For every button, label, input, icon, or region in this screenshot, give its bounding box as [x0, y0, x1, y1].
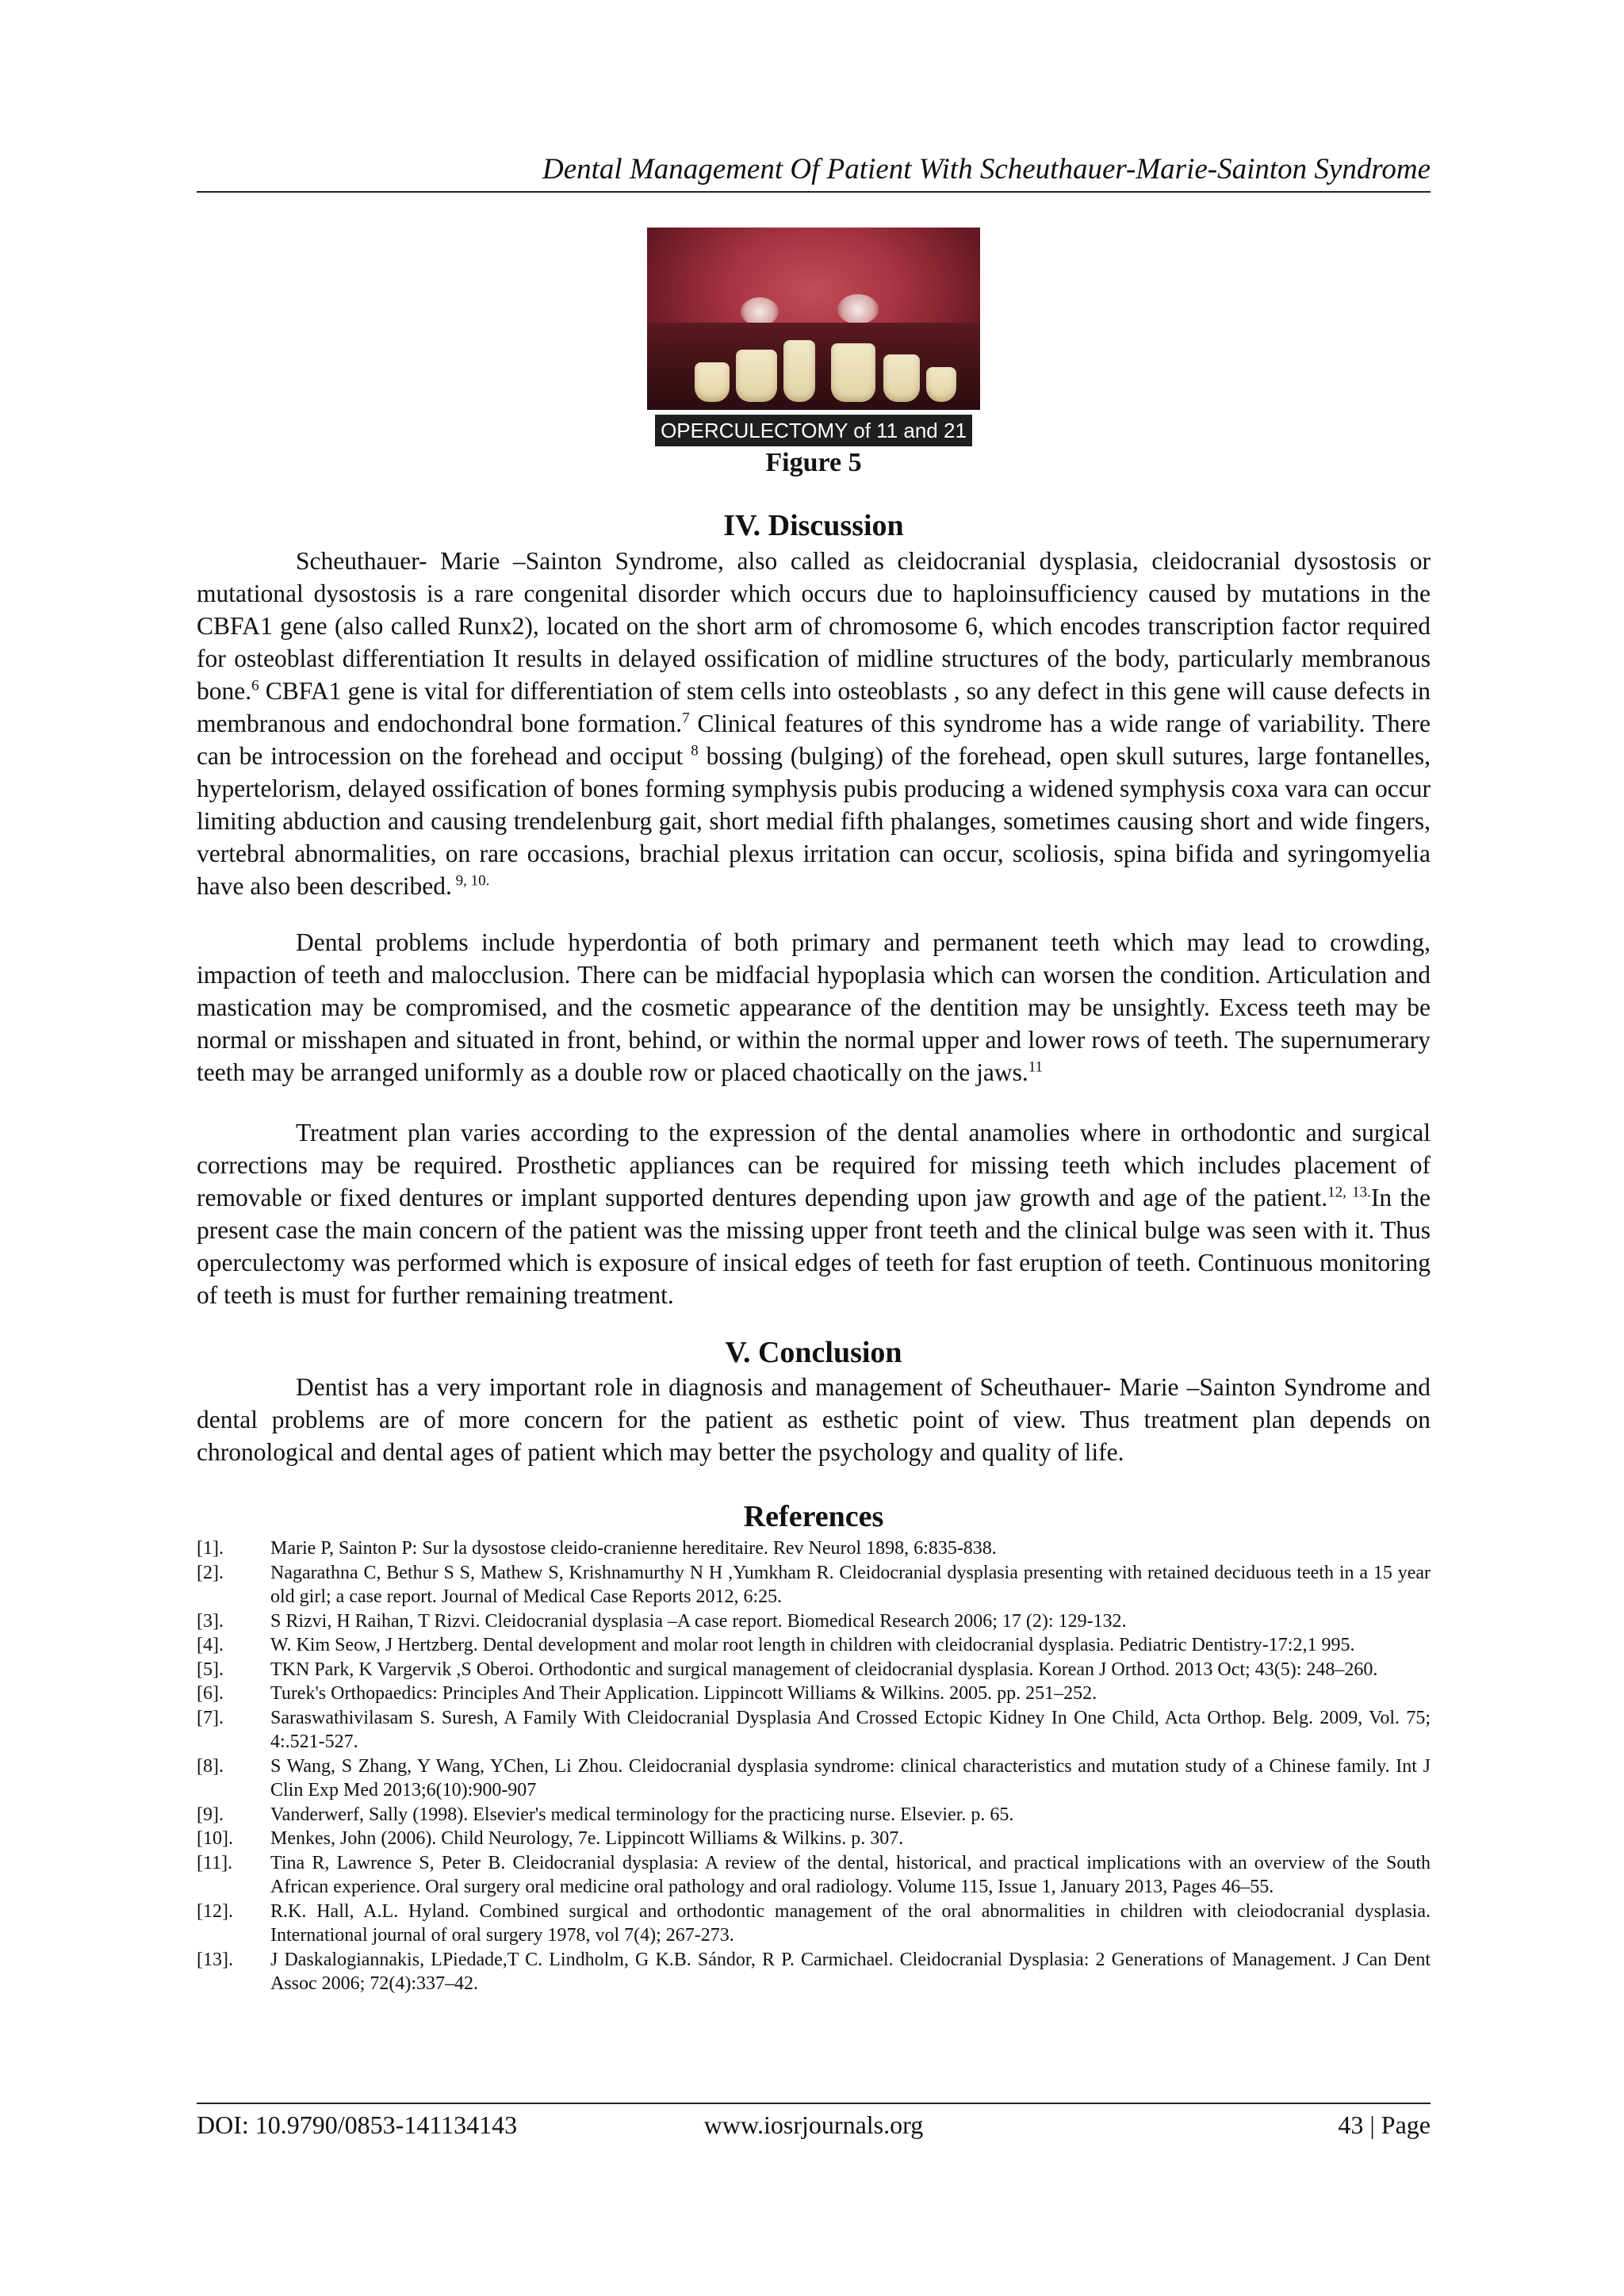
doi: DOI: 10.9790/0853-141134143 — [197, 2110, 518, 2139]
reference-list — [197, 1536, 1431, 1996]
tooth — [883, 354, 920, 402]
page-number: 43 | Page — [1338, 2110, 1431, 2139]
citation: 11 — [1028, 1058, 1044, 1076]
text: Scheuthauer- Marie –Sainton Syndrome, also called as cleidocranial dysplasia, cleidocranial dysostosis or mutational dysostosis is a rare congenital disorder which occurs due to haploinsufficiency caused by mutations in the CBFA1 gene (also called Runx2), located on the short arm of chromosome 6, which encodes transcription factor required for osteoblast differentiation It results in delayed ossification of midline structures of the body, particularly membranous bone. — [197, 547, 1431, 705]
reference-text: Nagarathna C, Bethur S S, Mathew S, Krishnamurthy N H ,Yumkham R. Cleidocranial dysplasia presenting with retained deciduous teeth in a 15 year old girl; a case report. Journal of Medical Case Reports 2012, 6:25. — [270, 1562, 1431, 1607]
reference-number: [12]. — [197, 1900, 233, 1922]
tooth — [926, 367, 956, 402]
reference-item — [197, 1561, 1431, 1609]
reference-item — [197, 1536, 1431, 1561]
reference-text: J Daskalogiannakis, LPiedade,T C. Lindholm, G K.B. Sándor, R P. Carmichael. Cleidocranial Dysplasia: 2 Generations of Management. J Can Dent Assoc 2006; 72(4):337–42. — [270, 1949, 1431, 1994]
reference-item — [197, 1658, 1431, 1682]
reference-number: [11]. — [197, 1852, 233, 1873]
reference-number: [5]. — [197, 1659, 224, 1680]
citation: 7 — [682, 710, 690, 727]
references-title: References — [743, 1500, 884, 1533]
reference-text: S Rizvi, H Raihan, T Rizvi. Cleidocranial dysplasia –A case report. Biomedical Research 2006; 17 (2): 129-132. — [270, 1610, 1127, 1632]
reference-item — [197, 1803, 1431, 1827]
reference-number: [13]. — [197, 1949, 233, 1970]
dentition — [647, 323, 980, 410]
discussion-paragraph-2 — [197, 926, 1431, 1089]
discussion-paragraph-1 — [197, 545, 1431, 902]
text: In the present case the main concern of the patient was the missing upper front teeth and the clinical bulge was seen with it. Thus operculectomy was performed which is exposure of insical edges of teeth for fast eruption of teeth. Continuous monitoring of teeth is must for further remaining treatment. — [197, 1184, 1431, 1309]
reference-number: [8]. — [197, 1755, 224, 1777]
reference-number: [4]. — [197, 1635, 224, 1655]
operculectomy-site-right — [837, 294, 879, 324]
reference-item — [197, 1900, 1431, 1948]
text: CBFA1 gene is vital for differentiation of stem cells into osteoblasts , so any defect in this gene will cause defects in membranous and endochondral bone formation. — [197, 677, 1431, 737]
citation: 9, 10. — [451, 872, 490, 890]
reference-number: [1]. — [197, 1538, 224, 1559]
reference-item — [197, 1633, 1431, 1658]
conclusion-paragraph: Dentist has a very important role in diagnosis and management of Scheuthauer- Marie –Sainton Syndrome and dental problems are of more concern for the patient as esthetic point of view. Thus treatment plan depends on chronological and dental ages of patient which may better the psychology and quality of life. — [197, 1373, 1431, 1466]
footer-rule — [197, 2103, 1431, 2104]
reference-text: TKN Park, K Vargervik ,S Oberoi. Orthodontic and surgical management of cleidocranial dysplasia. Korean J Orthod. 2013 Oct; 43(5): 248–260. — [270, 1659, 1378, 1680]
reference-text: Vanderwerf, Sally (1998). Elsevier's medical terminology for the practicing nurse. Elsevier. p. 65. — [270, 1804, 1014, 1825]
citation: 6 — [251, 677, 259, 695]
reference-text: Tina R, Lawrence S, Peter B. Cleidocranial dysplasia: A review of the dental, historical, and practical implications with an overview of the South African experience. Oral surgery oral medicine oral pathology and oral radiology. Volume 115, Issue 1, January 2013, Pages 46–55. — [270, 1852, 1431, 1897]
reference-item — [197, 1755, 1431, 1803]
header-rule — [197, 191, 1431, 193]
citation: 8 — [691, 742, 699, 760]
reference-item — [197, 1609, 1431, 1634]
journal-site: www.iosrjournals.org — [703, 2110, 924, 2139]
discussion-title: IV. Discussion — [723, 509, 904, 542]
reference-number: [9]. — [197, 1804, 224, 1825]
reference-text: R.K. Hall, A.L. Hyland. Combined surgical and orthodontic management of the oral abnormalities in children with cleiodocranial dysplasia. International journal of oral surgery 1978, vol 7(4); 267-273. — [270, 1900, 1431, 1946]
reference-text: W. Kim Seow, J Hertzberg. Dental development and molar root length in children with cleidocranial dysplasia. Pediatric Dentistry-17:2,1 995. — [270, 1635, 1355, 1655]
reference-item — [197, 1706, 1431, 1755]
figure-overlay-caption: OPERCULECTOMY of 11 and 21 — [655, 415, 972, 446]
reference-number: [6]. — [197, 1683, 224, 1704]
reference-text: Saraswathivilasam S. Suresh, A Family With Cleidocranial Dysplasia And Crossed Ectopic Kidney In One Child, Acta Orthop. Belg. 2009, Vol. 75; 4:.521-527. — [270, 1707, 1431, 1752]
reference-text: S Wang, S Zhang, Y Wang, YChen, Li Zhou. Cleidocranial dysplasia syndrome: clinical characteristics and mutation study of a Chinese family. Int J Clin Exp Med 2013;6(10):900-907 — [270, 1755, 1431, 1800]
reference-item — [197, 1851, 1431, 1900]
reference-text: Turek's Orthopaedics: Principles And Their Application. Lippincott Williams & Wilkins. 2005. pp. 251–252. — [270, 1683, 1097, 1704]
reference-number: [7]. — [197, 1707, 224, 1728]
discussion-paragraph-3 — [197, 1116, 1431, 1311]
reference-number: [2]. — [197, 1562, 224, 1583]
figure-label: Figure 5 — [765, 448, 862, 477]
reference-item — [197, 1948, 1431, 1996]
tooth — [695, 362, 730, 402]
reference-item — [197, 1827, 1431, 1851]
conclusion-title: V. Conclusion — [725, 1336, 902, 1369]
text: bossing (bulging) of the forehead, open skull sutures, large fontanelles, hypertelorism, delayed ossification of bones forming symphysis pubis producing a widened symphysis coxa vara can occur limiting abduction and causing trendelenburg gait, short medial fifth phalanges, sometimes causing short and wide fingers, vertebral abnormalities, on rare occasions, brachial plexus irritation can occur, scoliosis, spina bifida and syringomyelia have also been described. — [197, 742, 1431, 900]
reference-item — [197, 1682, 1431, 1706]
running-header: Dental Management Of Patient With Scheuthauer-Marie-Sainton Syndrome — [542, 153, 1431, 186]
reference-text: Marie P, Sainton P: Sur la dysostose cleido-cranienne hereditaire. Rev Neurol 1898, 6:835-838. — [270, 1538, 997, 1559]
operculectomy-site-left — [741, 297, 779, 326]
reference-number: [3]. — [197, 1610, 224, 1632]
text: Clinical features of this syndrome has a wide range of variability. There can be introcession on the forehead and occiput — [197, 710, 1431, 770]
tooth — [831, 343, 875, 402]
text: Treatment plan varies according to the expression of the dental anamolies where in orthodontic and surgical corrections may be required. Prosthetic appliances can be required for missing teeth which includes placement of removable or fixed dentures or implant supported dentures depending upon jaw growth and age of the patient. — [197, 1119, 1431, 1211]
intraoral-photo — [647, 228, 980, 410]
citation: 12, 13. — [1327, 1184, 1371, 1201]
figure-5 — [647, 228, 980, 446]
tooth — [736, 350, 777, 402]
reference-text: Menkes, John (2006). Child Neurology, 7e. Lippincott Williams & Wilkins. p. 307. — [270, 1828, 904, 1849]
text: Dental problems include hyperdontia of both primary and permanent teeth which may lead to crowding, impaction of teeth and malocclusion. There can be midfacial hypoplasia which can worsen the condition. Articulation and mastication may be compromised, and the cosmetic appearance of the dentition may be unsightly. Excess teeth may be normal or misshapen and situated in front, behind, or within the normal upper and lower rows of teeth. The supernumerary teeth may be arranged uniformly as a double row or placed chaotically on the jaws. — [197, 928, 1431, 1086]
tooth — [783, 340, 815, 402]
reference-number: [10]. — [197, 1828, 233, 1849]
